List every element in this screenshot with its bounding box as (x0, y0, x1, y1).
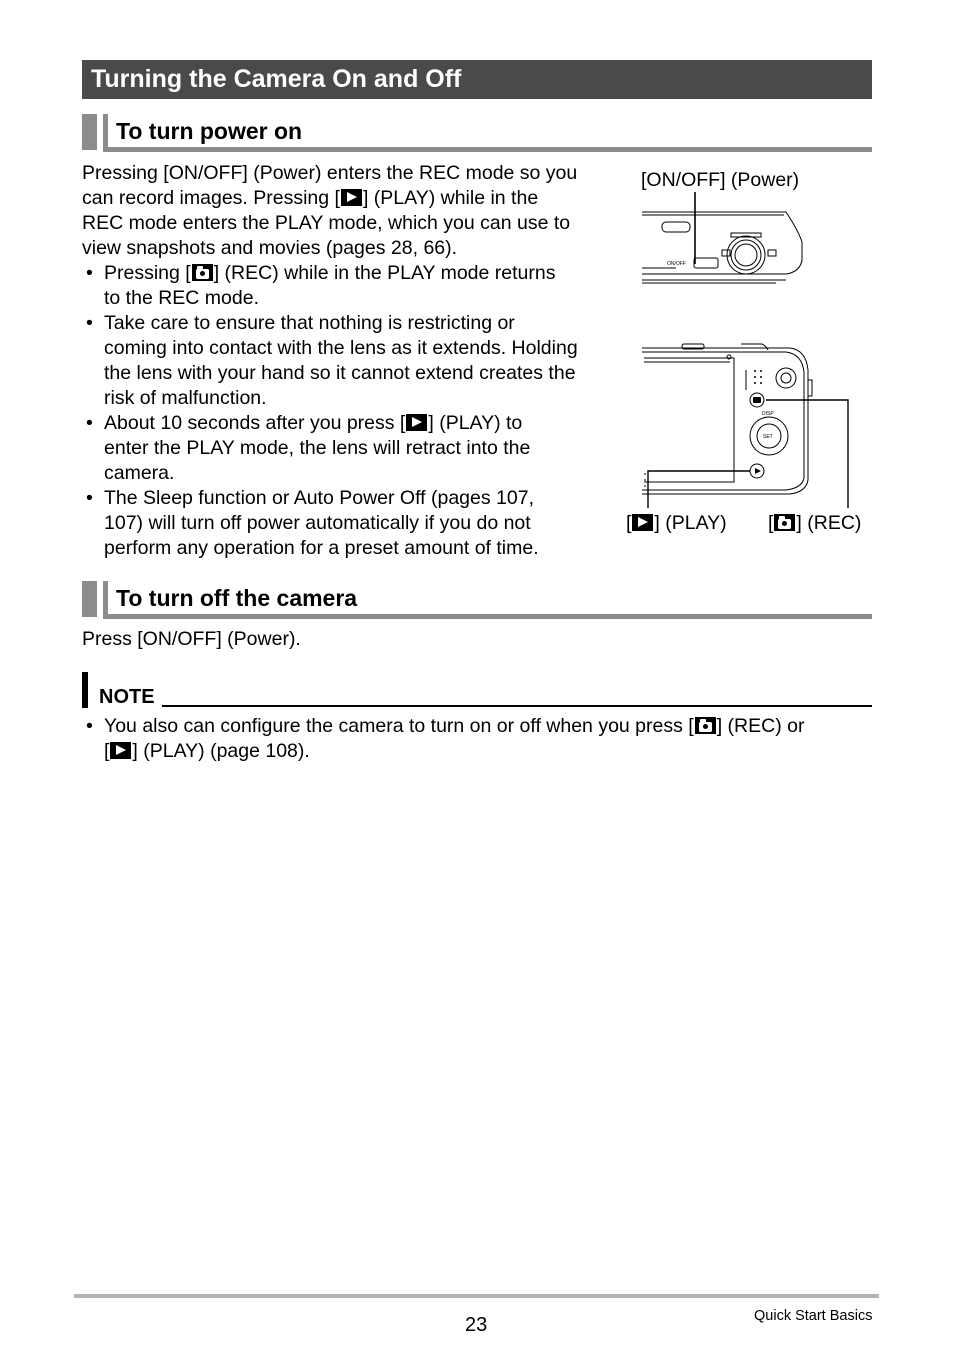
camera-top-illustration (636, 190, 811, 290)
page-title: Turning the Camera On and Off (91, 65, 462, 93)
play-button-icon (632, 514, 653, 531)
note-rule (162, 705, 872, 707)
note-body (82, 714, 882, 766)
section-heading-marker (82, 114, 97, 150)
set-button-label: SET (763, 434, 773, 440)
section-heading-rule (103, 614, 872, 619)
list-item-text: the lens with your hand so it cannot extend creates the (104, 362, 576, 384)
page-number: 23 (465, 1314, 488, 1336)
bullet-marker: • (86, 487, 93, 509)
note-label: NOTE (99, 686, 155, 708)
note-text: ] (REC) or (716, 715, 805, 737)
list-item-text: ] (REC) while in the PLAY mode returns (213, 262, 556, 284)
bullet-marker: • (86, 312, 93, 334)
bullet-marker: • (86, 412, 93, 434)
list-item-text: enter the PLAY mode, the lens will retract into the (104, 437, 531, 459)
play-button-icon (341, 189, 362, 206)
note-text: ] (PLAY) (page 108). (132, 740, 310, 762)
bullet-marker: • (86, 715, 93, 737)
bullet-marker: • (86, 262, 93, 284)
note-item (104, 714, 804, 739)
caption-text: ] (REC) (796, 512, 862, 534)
play-button-caption (626, 511, 727, 535)
caption-text: [ (768, 512, 774, 534)
section-heading-rule (103, 147, 872, 152)
onoff-button-label: ON/OFF (667, 261, 686, 267)
list-item-text: to the REC mode. (104, 287, 259, 309)
paragraph-text: can record images. Pressing [ (82, 187, 340, 209)
rec-button-caption (768, 511, 861, 535)
note-text: You also can configure the camera to turn on or off when you press [ (104, 715, 694, 737)
list-item-text: coming into contact with the lens as it extends. Holding (104, 337, 578, 359)
section-heading-marker (103, 581, 108, 617)
list-item-text: 107) will turn off power automatically if you do not (104, 512, 531, 534)
list-item-text: Take care to ensure that nothing is restricting or (104, 312, 515, 334)
paragraph-line: Pressing [ON/OFF] (Power) enters the REC mode so you (82, 162, 578, 184)
section-heading-marker (103, 114, 108, 150)
caption-text: [ (626, 512, 632, 534)
note-text: [ (104, 740, 110, 762)
list-item-text: perform any operation for a preset amount of time. (104, 537, 539, 559)
caption-text: ] (PLAY) (654, 512, 727, 534)
section-heading-marker (82, 581, 97, 617)
power-off-text: Press [ON/OFF] (Power). (82, 628, 301, 650)
list-item-text: About 10 seconds after you press [ (104, 412, 406, 434)
power-on-body (82, 161, 622, 561)
footer-rule (74, 1294, 879, 1298)
play-button-icon (110, 742, 131, 759)
list-item-text: camera. (104, 462, 175, 484)
note-item (104, 739, 310, 764)
section-heading-power-off: To turn off the camera (116, 585, 358, 611)
play-button-icon (406, 414, 427, 431)
note-marker (82, 672, 88, 708)
list-item-text: risk of malfunction. (104, 387, 267, 409)
list-item-text: ] (PLAY) to (428, 412, 523, 434)
paragraph-line: REC mode enters the PLAY mode, which you can use to (82, 212, 571, 234)
paragraph-line (82, 186, 538, 211)
camera-back-illustration (636, 340, 856, 512)
list-item (104, 261, 555, 286)
disp-button-label: DISP (762, 411, 774, 417)
list-item (104, 411, 522, 436)
power-button-caption: [ON/OFF] (Power) (641, 169, 800, 191)
footer-section-name: Quick Start Basics (754, 1308, 873, 1324)
section-heading-power-on: To turn power on (116, 118, 303, 144)
list-item-text: Pressing [ (104, 262, 191, 284)
paragraph-text: ] (PLAY) while in the (362, 187, 539, 209)
camera-rec-icon (774, 514, 795, 531)
list-item-text: The Sleep function or Auto Power Off (pages 107, (104, 487, 534, 509)
camera-rec-icon (695, 717, 716, 734)
paragraph-line: view snapshots and movies (pages 28, 66). (82, 237, 458, 259)
camera-rec-icon (192, 264, 213, 281)
